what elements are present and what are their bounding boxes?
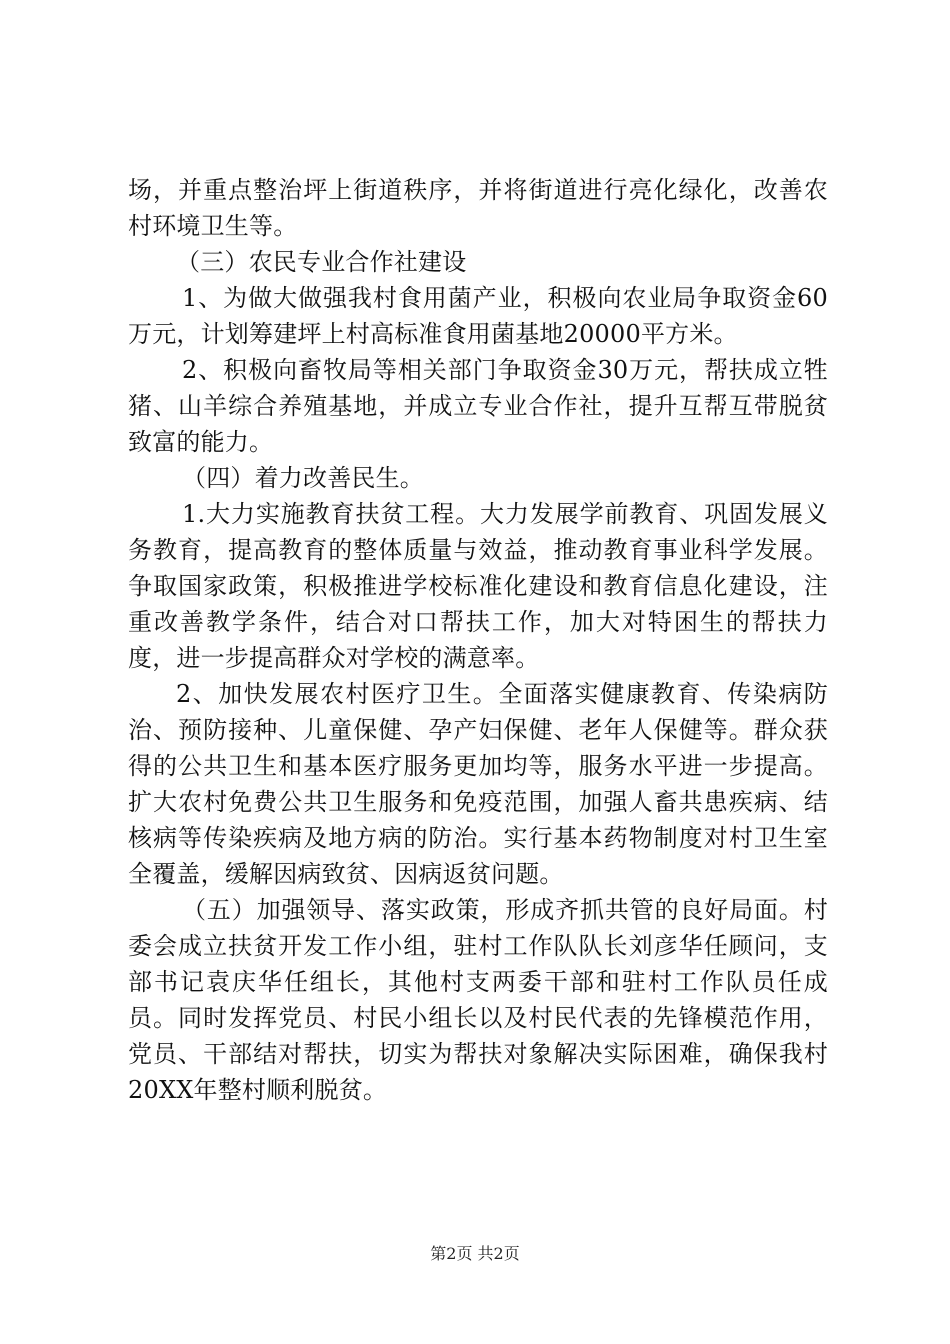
paragraph-mushroom-industry: 1、为做大做强我村食用菌产业，积极向农业局争取资金60万元，计划筹建坪上村高标准食用菌基地20000平方米。 xyxy=(128,284,828,348)
paragraph-education-poverty: 1.大力实施教育扶贫工程。大力发展学前教育、巩固发展义务教育，提高教育的整体质量与效益，推动教育事业科学发展。争取国家政策，积极推进学校标准化建设和教育信息化建设，注重改善教学条件，结合对口帮扶工作，加大对特困生的帮扶力度，进一步提高群众对学校的满意率。 xyxy=(128,500,828,672)
paragraph-leadership-policy: （五）加强领导、落实政策，形成齐抓共管的良好局面。村委会成立扶贫开发工作小组，驻村工作队队长刘彦华任顾问，支部书记袁庆华任组长，其他村支两委干部和驻村工作队员任成员。同时发挥党员、村民小组长以及村民代表的先锋模范作用，党员、干部结对帮扶，切实为帮扶对象解决实际困难，确保我村20XX年整村顺利脱贫。 xyxy=(128,896,828,1104)
document-body xyxy=(128,172,828,1108)
section-heading-livelihood: （四）着力改善民生。 xyxy=(182,464,424,492)
page-footer: 第2页 共2页 xyxy=(430,1244,520,1263)
paragraph-livestock-base: 2、积极向畜牧局等相关部门争取资金30万元，帮扶成立牲猪、山羊综合养殖基地，并成立专业合作社，提升互帮互带脱贫致富的能力。 xyxy=(128,356,828,456)
paragraph-village-environment: 场，并重点整治坪上街道秩序，并将街道进行亮化绿化，改善农村环境卫生等。 xyxy=(128,176,828,240)
section-heading-cooperative: （三）农民专业合作社建设 xyxy=(176,248,467,276)
paragraph-rural-healthcare: 2、加快发展农村医疗卫生。全面落实健康教育、传染病防治、预防接种、儿童保健、孕产妇保健、老年人保健等。群众获得的公共卫生和基本医疗服务更加均等，服务水平进一步提高。扩大农村免费公共卫生服务和免疫范围，加强人畜共患疾病、结核病等传染疾病及地方病的防治。实行基本药物制度对村卫生室全覆盖，缓解因病致贫、因病返贫问题。 xyxy=(128,680,828,888)
